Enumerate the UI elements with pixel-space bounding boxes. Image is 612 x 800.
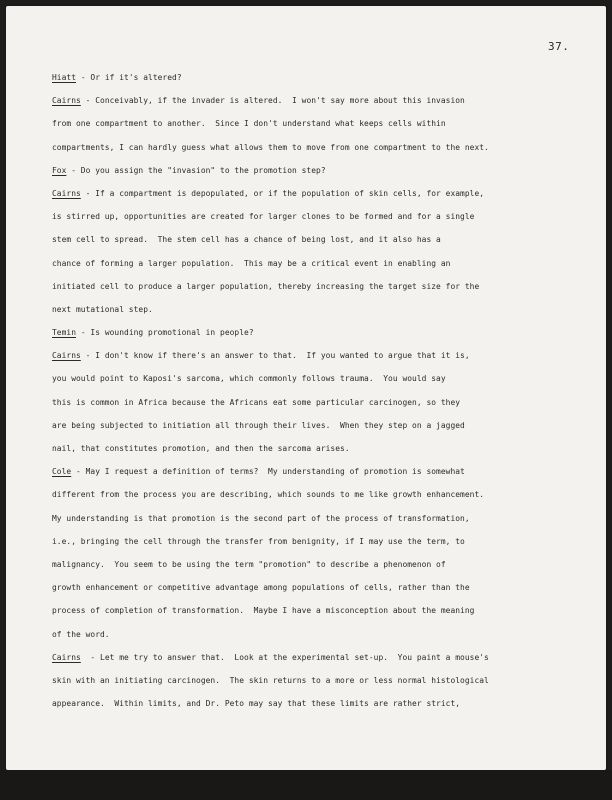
line-text: - Conceivably, if the invader is altered. I won't say more about this invasion <box>80 96 465 106</box>
text-line <box>52 414 592 437</box>
line-text: chance of forming a larger population. This may be a critical event in enabling an <box>52 258 451 268</box>
text-line <box>52 228 592 251</box>
text-line <box>52 669 592 692</box>
line-text: - I don't know if there's an answer to that. If you wanted to argue that it is, <box>80 351 470 361</box>
line-text: i.e., bringing the cell through the transfer from benignity, if I may use the term, to <box>52 536 465 546</box>
line-text: - Do you assign the "invasion" to the promotion step? <box>66 165 326 175</box>
speaker-line <box>52 646 592 669</box>
line-text: this is common in Africa because the Africans eat some particular carcinogen, so they <box>52 397 461 407</box>
line-text: are being subjected to initiation all through their lives. When they step on a jagged <box>52 420 465 430</box>
line-text: growth enhancement or competitive advantage among populations of cells, rather than the <box>52 583 470 593</box>
speaker-line <box>52 460 592 483</box>
speaker-line <box>52 159 592 182</box>
line-text: of the word. <box>52 629 110 639</box>
line-text: - Is wounding promotional in people? <box>76 328 254 338</box>
text-line <box>52 391 592 414</box>
line-text: next mutational step. <box>52 304 153 314</box>
line-text: malignancy. You seem to be using the term "promotion" to describe a phenomenon of <box>52 559 446 569</box>
text-line <box>52 692 592 715</box>
scan-border <box>0 770 612 800</box>
speaker-line <box>52 89 592 112</box>
text-line <box>52 623 592 646</box>
text-line <box>52 437 592 460</box>
page-number: 37. <box>548 40 570 53</box>
speaker-name: Cairns <box>52 96 81 106</box>
speaker-line <box>52 66 592 89</box>
speaker-name: Cole <box>52 467 72 477</box>
text-line <box>52 507 592 530</box>
text-line <box>52 483 592 506</box>
text-line <box>52 275 592 298</box>
speaker-name: Hiatt <box>52 73 77 82</box>
line-text: My understanding is that promotion is the second part of the process of transformation, <box>52 513 470 523</box>
speaker-name: Cairns <box>52 188 81 198</box>
speaker-name: Cairns <box>52 652 81 662</box>
line-text: appearance. Within limits, and Dr. Peto may say that these limits are rather strict, <box>52 699 461 709</box>
document-page <box>6 6 606 770</box>
line-text: skin with an initiating carcinogen. The skin returns to a more or less normal histological <box>52 675 489 685</box>
line-text: from one compartment to another. Since I don't understand what keeps cells within <box>52 119 446 129</box>
text-line <box>52 112 592 135</box>
line-text: - Let me try to answer that. Look at the experimental set-up. You paint a mouse's <box>80 652 489 662</box>
line-text: - May I request a definition of terms? My understanding of promotion is somewhat <box>71 467 465 477</box>
speaker-line <box>52 344 592 367</box>
speaker-name: Fox <box>52 165 67 175</box>
line-text: you would point to Kaposi's sarcoma, which commonly follows trauma. You would say <box>52 374 446 384</box>
speaker-line <box>52 321 592 344</box>
line-text: - If a compartment is depopulated, or if the population of skin cells, for example, <box>80 188 485 198</box>
line-text: - Or if it's altered? <box>76 73 182 82</box>
text-line <box>52 576 592 599</box>
text-line <box>52 205 592 228</box>
line-text: nail, that constitutes promotion, and then the sarcoma arises. <box>52 444 350 453</box>
line-text: process of completion of transformation. Maybe I have a misconception about the meaning <box>52 606 475 616</box>
line-text: is stirred up, opportunities are created for larger clones to be formed and for a single <box>52 212 475 222</box>
text-line <box>52 553 592 576</box>
text-line <box>52 252 592 275</box>
text-line <box>52 530 592 553</box>
speaker-line <box>52 182 592 205</box>
speaker-name: Cairns <box>52 351 81 361</box>
line-text: compartments, I can hardly guess what allows them to move from one compartment to the next. <box>52 142 489 152</box>
speaker-name: Temin <box>52 328 77 338</box>
line-text: stem cell to spread. The stem cell has a chance of being lost, and it also has a <box>52 235 441 245</box>
text-line <box>52 298 592 321</box>
text-line <box>52 367 592 390</box>
text-line <box>52 599 592 622</box>
line-text: initiated cell to produce a larger population, thereby increasing the target size for the <box>52 281 480 291</box>
line-text: different from the process you are describing, which sounds to me like growth enhancement. <box>52 490 485 500</box>
text-line <box>52 136 592 159</box>
transcript-body <box>52 66 592 715</box>
